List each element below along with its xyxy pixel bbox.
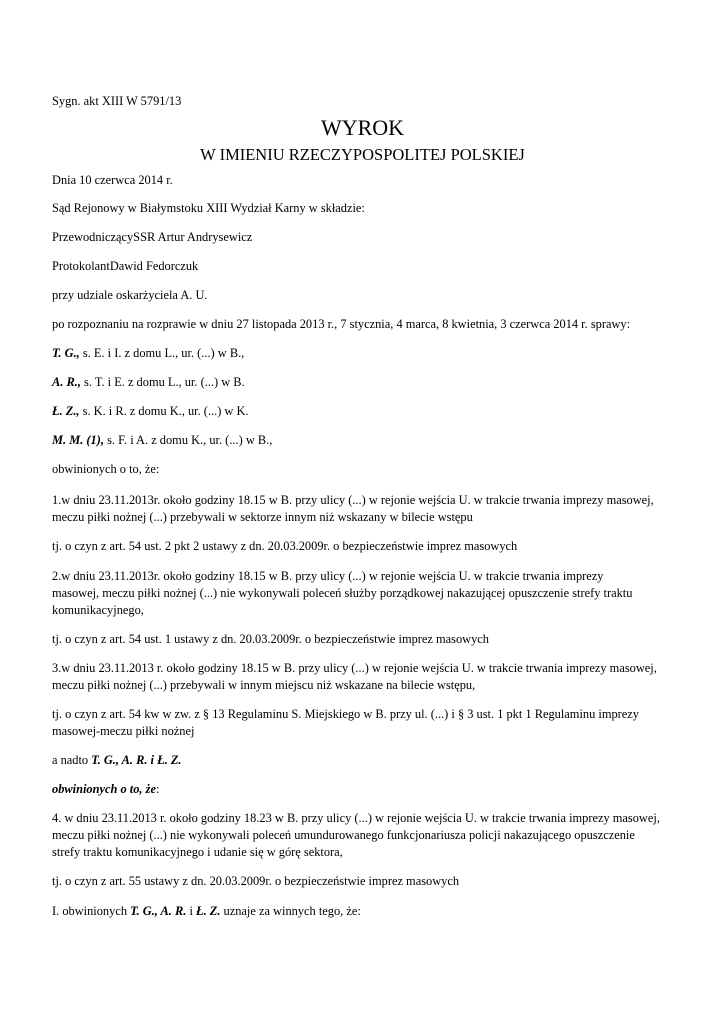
clerk-line: ProtokolantDawid Fedorczuk [52, 259, 199, 273]
case-number: Sygn. akt XIII W 5791/13 [52, 94, 182, 108]
charge-4-line-1: 4. w dniu 23.11.2013 r. około godziny 18.23 w B. przy ulicy (...) w rejonie wejścia U. w trakcie trwania imprezy masowej, [52, 811, 660, 825]
charge-4-line-2: meczu piłki nożnej (...) nie wykonywali poleceń umundurowanego funkcjonariusza policji nakazującego opuszczenie [52, 828, 635, 842]
verdict-names-2: Ł. Z. [196, 904, 221, 918]
also-names: T. G., A. R. i Ł. Z. [91, 753, 182, 767]
also-prefix: a nadto [52, 753, 92, 767]
accused-of-2-text: obwinionych o to, że [52, 782, 156, 796]
defendant-name: Ł. Z., [52, 404, 80, 418]
charge-2-line-1: 2.w dniu 23.11.2013r. około godziny 18.15 w B. przy ulicy (...) w rejonie wejścia U. w trakcie trwania imprezy [52, 569, 604, 583]
defendant-line [52, 403, 249, 420]
verdict-line [52, 903, 361, 920]
prosecutor-line: przy udziale oskarżyciela A. U. [52, 288, 208, 302]
hearing-line: po rozpoznaniu na rozprawie w dniu 27 listopada 2013 r., 7 stycznia, 4 marca, 8 kwietnia, 3 czerwca 2014 r. sprawy: [52, 317, 631, 331]
defendant-line [52, 345, 244, 362]
charge-2-line-2: masowej, meczu piłki nożnej (...) nie wykonywali poleceń służby porządkowej nakazującej opuszczenie strefy traktu [52, 586, 633, 600]
defendant-details: s. K. i R. z domu K., ur. (...) w K. [79, 404, 249, 418]
verdict-sep: i [186, 904, 196, 918]
defendant-name: A. R., [52, 375, 81, 389]
charge-3-legal-1: tj. o czyn z art. 54 kw w zw. z § 13 Regulaminu S. Miejskiego w B. przy ul. (...) i § 3 ust. 1 pkt 1 Regulaminu imprezy [52, 707, 639, 721]
defendant-name: T. G., [52, 346, 80, 360]
charge-3-legal-2: masowej-meczu piłki nożnej [52, 724, 195, 738]
verdict-prefix: I. obwinionych [52, 904, 131, 918]
defendant-line [52, 432, 272, 449]
charge-4-legal: tj. o czyn z art. 55 ustawy z dn. 20.03.2009r. o bezpieczeństwie imprez masowych [52, 874, 460, 888]
verdict-suffix: uznaje za winnych tego, że: [220, 904, 361, 918]
also-line [52, 752, 182, 769]
charge-1-legal: tj. o czyn z art. 54 ust. 2 pkt 2 ustawy z dn. 20.03.2009r. o bezpieczeństwie imprez masowych [52, 539, 518, 553]
charge-3-line-2: meczu piłki nożnej (...) przebywali w innym miejscu niż wskazane na bilecie wstępu, [52, 678, 476, 692]
accused-of-line: obwinionych o to, że: [52, 462, 160, 476]
defendant-details: s. F. i A. z domu K., ur. (...) w B., [103, 433, 273, 447]
defendant-line [52, 374, 245, 391]
verdict-subtitle: W IMIENIU RZECZYPOSPOLITEJ POLSKIEJ [200, 145, 525, 164]
accused-of-line-2 [52, 781, 159, 798]
charge-1-line-2: meczu piłki nożnej (...) przebywali w sektorze innym niż wskazany w bilecie wstępu [52, 510, 473, 524]
accused-of-2-colon: : [155, 782, 160, 796]
charge-4-line-3: strefy traktu komunikacyjnego i udanie się w górę sektora, [52, 845, 343, 859]
defendant-details: s. E. i I. z domu L., ur. (...) w B., [79, 346, 245, 360]
charge-2-line-3: komunikacyjnego, [52, 603, 144, 617]
date-line: Dnia 10 czerwca 2014 r. [52, 173, 173, 187]
charge-1-line-1: 1.w dniu 23.11.2013r. około godziny 18.15 w B. przy ulicy (...) w rejonie wejścia U. w trakcie trwania imprezy masowej, [52, 493, 654, 507]
verdict-title: WYROK [320, 115, 405, 140]
charge-3-line-1: 3.w dniu 23.11.2013 r. około godziny 18.15 w B. przy ulicy (...) w rejonie wejścia U. w trakcie trwania imprezy masowej, [52, 661, 657, 675]
presiding-judge-line: PrzewodniczącySSR Artur Andrysewicz [52, 230, 253, 244]
defendant-details: s. T. i E. z domu L., ur. (...) w B. [80, 375, 245, 389]
charge-2-legal: tj. o czyn z art. 54 ust. 1 ustawy z dn. 20.03.2009r. o bezpieczeństwie imprez masowych [52, 632, 489, 646]
defendant-name: M. M. (1), [52, 433, 104, 447]
court-line: Sąd Rejonowy w Białymstoku XIII Wydział Karny w składzie: [52, 201, 365, 215]
verdict-names-1: T. G., A. R. [130, 904, 187, 918]
